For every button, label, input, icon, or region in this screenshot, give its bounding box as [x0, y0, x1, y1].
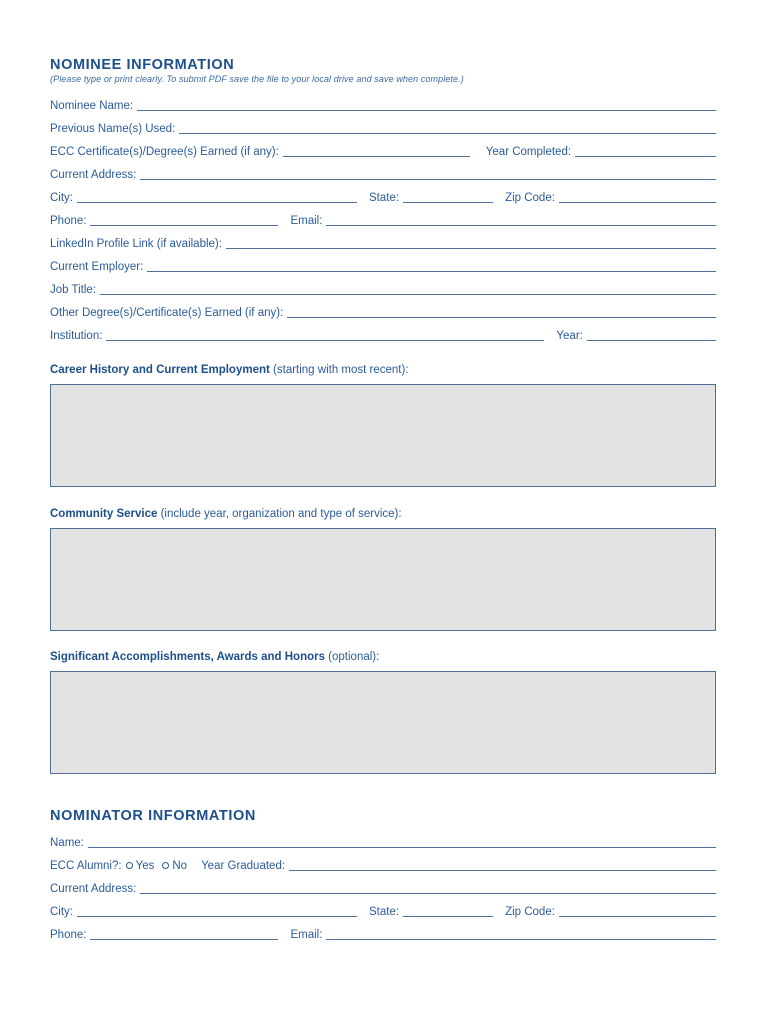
yes-label: Yes — [135, 860, 155, 872]
other-degrees-field[interactable] — [287, 305, 716, 318]
nominator-zip-label: Zip Code: — [505, 906, 555, 918]
career-history-textarea[interactable] — [50, 384, 716, 487]
current-address-field[interactable] — [140, 167, 716, 180]
nominator-city-field[interactable] — [77, 904, 357, 917]
other-degrees-row — [50, 304, 716, 320]
alumni-row — [50, 857, 716, 873]
year-graduated-field[interactable] — [289, 858, 716, 871]
previous-names-row — [50, 120, 716, 136]
career-history-label — [50, 364, 409, 376]
accomplishments-label — [50, 651, 379, 663]
current-address-label: Current Address: — [50, 169, 137, 181]
nominator-city-label: City: — [50, 906, 73, 918]
zip-field[interactable] — [559, 190, 716, 203]
nominee-heading: NOMINEE INFORMATION — [50, 57, 235, 73]
job-title-row — [50, 281, 716, 297]
email-label: Email: — [290, 215, 323, 227]
nominator-heading: NOMINATOR INFORMATION — [50, 808, 256, 824]
nominator-city-state-zip-row — [50, 903, 716, 919]
nominator-state-field[interactable] — [403, 904, 493, 917]
no-label: No — [172, 860, 188, 872]
community-service-textarea[interactable] — [50, 528, 716, 631]
alumni-no-option[interactable] — [162, 859, 201, 873]
nominator-phone-label: Phone: — [50, 929, 87, 941]
job-title-label: Job Title: — [50, 284, 97, 296]
year-graduated-label: Year Graduated: — [201, 860, 286, 872]
linkedin-row — [50, 235, 716, 251]
year-field[interactable] — [587, 328, 716, 341]
nominator-email-field[interactable] — [326, 927, 716, 940]
community-service-label — [50, 508, 402, 520]
no-radio[interactable] — [162, 862, 169, 869]
employer-row — [50, 258, 716, 274]
city-field[interactable] — [77, 190, 357, 203]
current-address-row — [50, 166, 716, 182]
linkedin-field[interactable] — [226, 236, 716, 249]
ecc-certificates-field[interactable] — [283, 144, 470, 157]
nominee-name-row — [50, 97, 716, 113]
nominator-phone-field[interactable] — [90, 927, 278, 940]
community-service-title: Community Service — [50, 508, 158, 520]
nominee-name-field[interactable] — [137, 98, 716, 111]
city-state-zip-row — [50, 189, 716, 205]
employer-label: Current Employer: — [50, 261, 144, 273]
linkedin-label: LinkedIn Profile Link (if available): — [50, 238, 222, 250]
previous-names-field[interactable] — [179, 121, 716, 134]
year-completed-field[interactable] — [575, 144, 716, 157]
nominator-address-row — [50, 880, 716, 896]
accomplishments-title: Significant Accomplishments, Awards and Honors — [50, 651, 325, 663]
email-field[interactable] — [326, 213, 716, 226]
career-history-title: Career History and Current Employment — [50, 364, 270, 376]
institution-field[interactable] — [106, 328, 544, 341]
city-label: City: — [50, 192, 73, 204]
accomplishments-textarea[interactable] — [50, 671, 716, 774]
nominator-name-label: Name: — [50, 837, 84, 849]
state-field[interactable] — [403, 190, 493, 203]
institution-row — [50, 327, 716, 343]
nominator-name-row — [50, 834, 716, 850]
ecc-certificates-label: ECC Certificate(s)/Degree(s) Earned (if any): — [50, 146, 279, 158]
nominator-zip-field[interactable] — [559, 904, 716, 917]
alumni-label: ECC Alumni?: — [50, 860, 122, 872]
community-service-hint: (include year, organization and type of service): — [157, 508, 402, 520]
nominator-email-label: Email: — [290, 929, 323, 941]
alumni-yes-option[interactable] — [126, 859, 163, 873]
phone-field[interactable] — [90, 213, 278, 226]
employer-field[interactable] — [147, 259, 716, 272]
nominator-phone-email-row — [50, 926, 716, 942]
instructions-note: (Please type or print clearly. To submit PDF save the file to your local drive and save when complete.) — [50, 74, 464, 84]
nominator-address-label: Current Address: — [50, 883, 137, 895]
yes-radio[interactable] — [126, 862, 133, 869]
job-title-field[interactable] — [100, 282, 716, 295]
year-completed-label: Year Completed: — [485, 146, 572, 158]
career-history-hint: (starting with most recent): — [269, 364, 409, 376]
phone-email-row — [50, 212, 716, 228]
nominator-state-label: State: — [369, 906, 400, 918]
nominator-address-field[interactable] — [140, 881, 716, 894]
ecc-certificates-row — [50, 143, 716, 159]
accomplishments-hint: (optional): — [324, 651, 380, 663]
zip-label: Zip Code: — [505, 192, 555, 204]
previous-names-label: Previous Name(s) Used: — [50, 123, 176, 135]
nominator-name-field[interactable] — [88, 835, 716, 848]
other-degrees-label: Other Degree(s)/Certificate(s) Earned (if any): — [50, 307, 284, 319]
year-label: Year: — [556, 330, 583, 342]
nominee-name-label: Nominee Name: — [50, 100, 134, 112]
state-label: State: — [369, 192, 400, 204]
institution-label: Institution: — [50, 330, 103, 342]
phone-label: Phone: — [50, 215, 87, 227]
